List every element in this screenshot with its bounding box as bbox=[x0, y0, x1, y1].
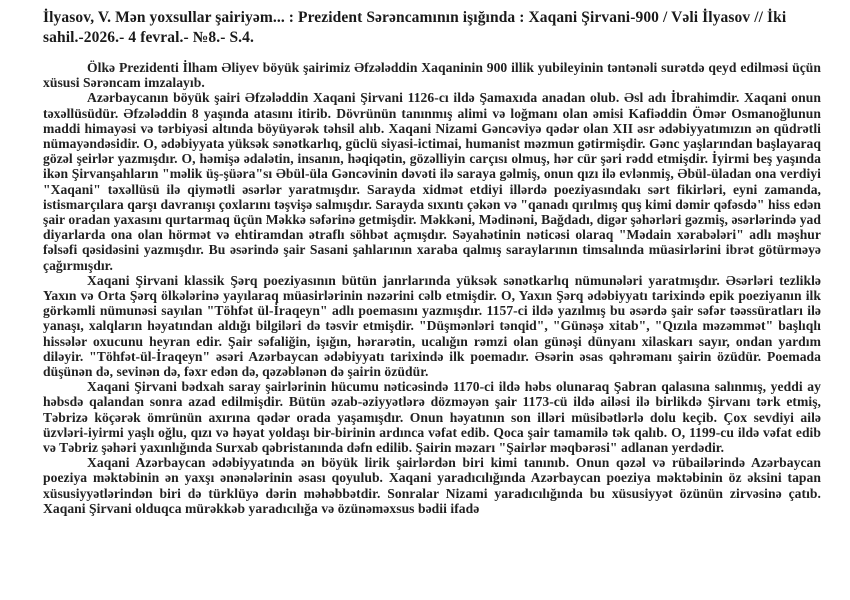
paragraph: Xaqani Şirvani bədxah saray şairlərinin hücumu nəticəsində 1170-ci ildə həbs olunaraq Şabran qalasına salınmış, yeddi ay həbsdə qalandan sonra azad edilmişdir. Bütün əzab-əziyyətlərə dözməyən şair 1173-cü ildə ailəsi ilə birlikdə Şirvanı tərk etmiş, Təbrizə köçərək ömrünün axırına qədər orada yaşamışdır. Onun həyatının son illəri müsibətlərlə dolu keçib. Çox sevdiyi ailə üzvləri-iyirmi yaşlı oğlu, qızı və həyat yoldaşı bir-birinin ardınca vəfat edib. Qoca şair tamamilə tək qalıb. O, 1199-cu ildə vəfat edib və Təbriz şəhəri yaxınlığında Surxab qəbristanında dəfn edilib. Şairin məzarı "Şairlər məqbərəsi" adlanan yerdədir. bbox=[43, 379, 821, 456]
paragraph: Xaqani Şirvani klassik Şərq poeziyasının bütün janrlarında yüksək sənətkarlıq nümunələri yaratmışdır. Əsərləri tezliklə Yaxın və Orta Şərq ölkələrinə yayılaraq müasirlərinin nəzərini cəlb etmişdir. O, Yaxın Şərq ədəbiyyatı tarixində epik poeziyanın ilk görkəmli nümunəsi sayılan "Töhfət ül-İraqeyn" adlı poemasını yazmışdır. 1157-ci ildə yazılmış bu əsərdə şair səfər təəssüratları ilə yanaşı, xalqların həyatından aldığı bilgiləri də təsvir etmişdir. "Düşmənləri tənqid", "Günəşə xitab", "Qızıla məzəmmət" başlıqlı hissələr oxucunu heyran edir. Şair səfaliğin, işığın, hərarətin, ucalığın rəmzi olan günəşi dünyanı xilaskarı sayır, ondan yardım diləyir. "Töhfət-ül-İraqeyn" əsəri Azərbaycan ədəbiyyatı tarixində ilk poemadır. Əsərin əsas qəhrəmanı şairin özüdür. Poemada düşünən də, sevinən də, fəxr edən də, qəzəblənən də şairin özüdür. bbox=[43, 272, 821, 380]
paragraph: Azərbaycanın böyük şairi Əfzələddin Xaqani Şirvani 1126-cı ildə Şamaxıda anadan olub. Əsl adı İbrahimdir. Xaqani onun təxəllüsüdür. Əfzələddin 8 yaşında atasını itirib. Dövrünün tanınmış alimi və loğmanı olan əmisi Kafiəddin Ömər Osmanoğlunun maddi himayəsi və tərbiyəsi altında böyüyərək təhsil alıb. Xaqani Nizami Gəncəviyə qədər olan XII əsr ədəbiyyatımızın ən qüdrətli nümayəndəsidir. O, ədəbiyyata yüksək sənətkarlıq, güclü siyasi-ictimai, humanist məzmun gətirmişdir. Gənc yaşlarından başlayaraq gözəl şeirlər yazmışdır. O, həmişə ədalətin, insanın, həqiqətin, gözəlliyin carçısı olmuş, hər cür şəri rədd etmişdir. İyirmi beş yaşında ikən Şirvanşahların "məlik üş-şüəra"sı Əbül-üla Gəncəvinin dəvəti ilə saraya gəlmiş, onun qızı ilə evlənmiş, Əbül-üladan ona verdiyi "Xaqani" təxəllüsü ilə qiymətli əsərlər yaratmışdır. Sarayda xidmət etdiyi illərdə poeziyasındakı sərt fikirləri, eyni zamanda, istismarçılara qarşı davranışı çoxlarını təşvişə salmışdır. Sarayda sıxıntı çəkən və "qanadı qırılmış quş kimi dəmir qəfəsdə" hiss edən şair oradan yaxasını qurtarmaq üçün Məkkə səfərinə getmişdir. Məkkəni, Mədinəni, Bağdadı, digər şəhərləri gəzmiş, əsərlərində yad diyarlarda ona olan hörmət və ehtiramdan ətraflı söhbət açmışdır. Səyahətinin nəticəsi olaraq "Mədain xərabələri" adlı məşhur fəlsəfi qəsidəsini yazmışdır. Bu əsərində şair Sasani şahlarının xaraba qalmış saraylarının timsalında müasirlərini ibrət götürməyə çağırmışdır. bbox=[43, 90, 821, 273]
paragraph: Xaqani Azərbaycan ədəbiyyatında ən böyük lirik şairlərdən biri kimi tanınıb. Onun qəzəl və rübailərində Azərbaycan poeziya məktəbinin ən yaxşı ənənələrinin əsası qoyulub. Xaqani yaradıcılığında Azərbaycan poeziya məktəbinin öz əksini tapan xüsusiyyətlərindən biri də türklüyə dərin məhəbbətdir. Sonralar Nizami yaradıcılığında bu xüsusiyyət özünün zirvəsinə çatıb. Xaqani Şirvani olduqca mürəkkəb yaradıcılığa və özünəməxsus bədii ifadə bbox=[43, 455, 821, 516]
paragraph: Ölkə Prezidenti İlham Əliyev böyük şairimiz Əfzələddin Xaqaninin 900 illik yubileyinin təntənəli surətdə qeyd edilməsi üçün xüsusi Sərəncam imzalayıb. bbox=[43, 60, 821, 91]
document-page bbox=[43, 8, 821, 516]
article-body bbox=[43, 60, 821, 516]
bibliographic-citation: İlyasov, V. Mən yoxsullar şairiyəm... : Prezident Sərəncamının işığında : Xaqani Şirvani-900 / Vəli İlyasov // İki sahil.-2026.- 4 fevral.- №8.- S.4. bbox=[43, 9, 787, 46]
